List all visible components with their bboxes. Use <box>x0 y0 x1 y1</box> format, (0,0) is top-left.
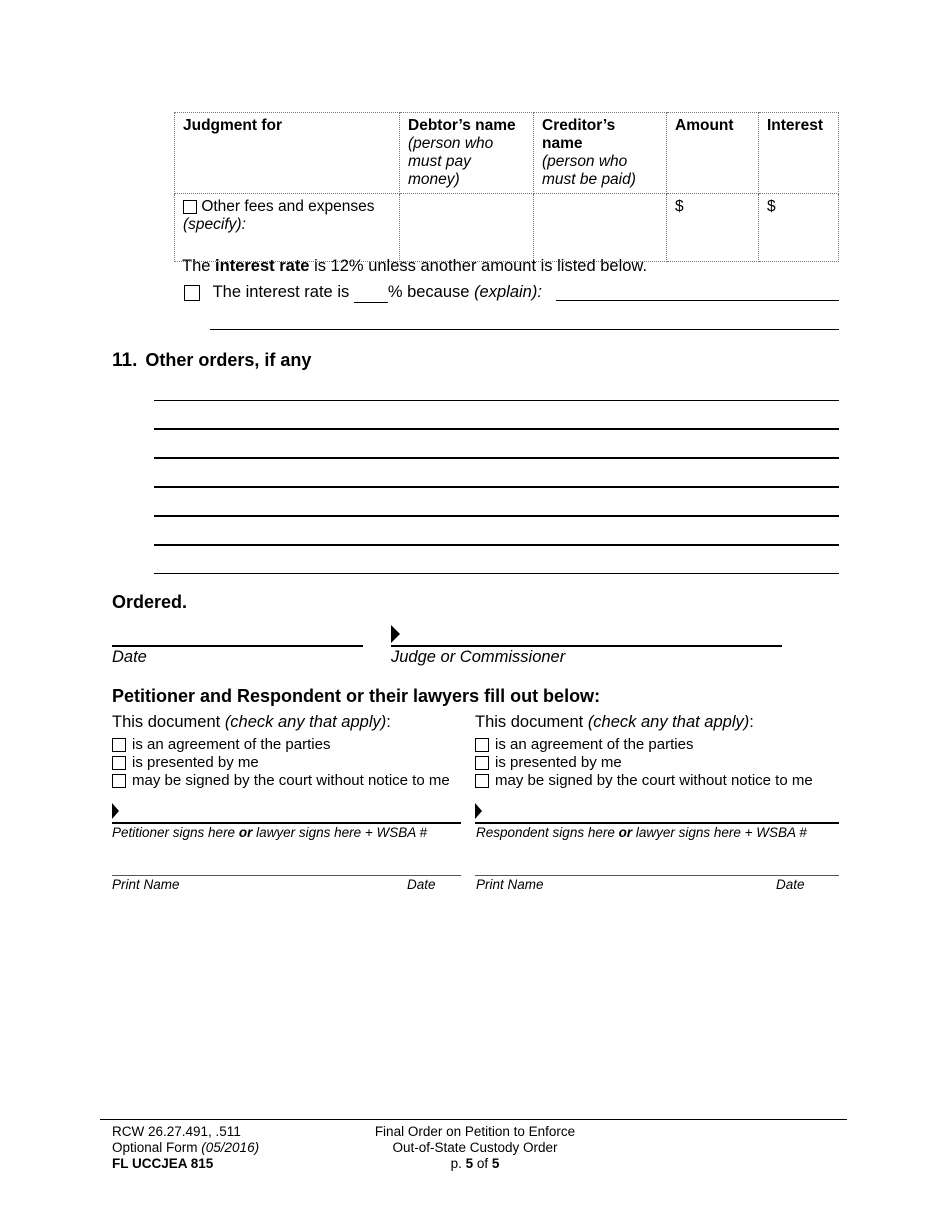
sign-arrow-icon <box>391 625 400 643</box>
petitioner-signature-line[interactable] <box>112 822 461 824</box>
footer-rcw: RCW 26.27.491, .511 <box>112 1124 241 1139</box>
header-judgment-for: Judgment for <box>175 113 400 194</box>
header-debtor: Debtor’s name (person who must pay money) <box>400 113 534 194</box>
petitioner-doc-lead: This document (check any that apply): <box>112 713 391 731</box>
footer-title-1: Final Order on Petition to Enforce <box>374 1124 576 1139</box>
other-orders-line[interactable] <box>154 573 839 574</box>
footer-left <box>112 1124 259 1172</box>
footer-optional: Optional Form (05/2016) <box>112 1140 260 1155</box>
date-label: Date <box>112 648 147 666</box>
respondent-print-name-label: Print Name <box>476 877 544 892</box>
checkbox[interactable] <box>475 756 489 770</box>
table-row <box>175 194 839 262</box>
cell-amount-input[interactable]: $ <box>667 194 759 262</box>
cell-creditor-input[interactable] <box>534 194 667 262</box>
cell-debtor-input[interactable] <box>400 194 534 262</box>
sign-arrow-icon <box>475 803 482 819</box>
petitioner-option-agreement[interactable]: is an agreement of the parties <box>112 736 330 753</box>
other-fees-checkbox[interactable] <box>183 200 197 214</box>
petitioner-print-name-label: Print Name <box>112 877 180 892</box>
other-orders-line[interactable] <box>154 544 839 546</box>
other-orders-line[interactable] <box>154 400 839 401</box>
checkbox[interactable] <box>112 738 126 752</box>
respondent-signature-line[interactable] <box>475 822 839 824</box>
interest-rate-input[interactable] <box>354 283 388 303</box>
cell-interest-input[interactable]: $ <box>759 194 839 262</box>
judgment-table <box>174 112 839 262</box>
other-orders-line[interactable] <box>154 486 839 488</box>
header-amount: Amount <box>667 113 759 194</box>
footer-form-id: FL UCCJEA 815 <box>112 1156 214 1171</box>
petitioner-signature-label: Petitioner signs here or lawyer signs here + WSBA # <box>112 825 428 840</box>
parties-heading: Petitioner and Respondent or their lawyers fill out below: <box>112 686 601 706</box>
interest-rate-checkbox[interactable] <box>184 285 200 301</box>
petitioner-option-no-notice[interactable]: may be signed by the court without notice to me <box>112 772 450 789</box>
judge-label: Judge or Commissioner <box>391 648 566 666</box>
cell-other-fees: Other fees and expenses (specify): <box>175 194 400 262</box>
footer-rule <box>100 1119 847 1120</box>
respondent-option-agreement[interactable]: is an agreement of the parties <box>475 736 693 753</box>
explain-line-1[interactable] <box>556 300 839 301</box>
footer-title-2: Out-of-State Custody Order <box>392 1140 558 1155</box>
judge-signature-line[interactable] <box>391 645 782 647</box>
table-header-row <box>175 113 839 194</box>
footer-center <box>355 1124 595 1172</box>
ordered-heading: Ordered. <box>112 592 188 612</box>
section-11-heading: 11. Other orders, if any <box>112 350 312 371</box>
other-orders-line[interactable] <box>154 515 839 517</box>
checkbox[interactable] <box>475 738 489 752</box>
respondent-doc-lead: This document (check any that apply): <box>475 713 754 731</box>
checkbox[interactable] <box>112 756 126 770</box>
petitioner-date-label: Date <box>407 877 436 892</box>
checkbox[interactable] <box>475 774 489 788</box>
header-interest: Interest <box>759 113 839 194</box>
header-creditor: Creditor’s name (person who must be paid) <box>534 113 667 194</box>
checkbox[interactable] <box>112 774 126 788</box>
respondent-print-name-line[interactable] <box>475 875 839 876</box>
order-date-line[interactable] <box>112 645 363 647</box>
respondent-signature-label: Respondent signs here or lawyer signs here + WSBA # <box>476 825 807 840</box>
respondent-date-label: Date <box>776 877 805 892</box>
interest-rate-option: The interest rate is % because (explain): <box>184 283 542 303</box>
sign-arrow-icon <box>112 803 119 819</box>
petitioner-option-presented[interactable]: is presented by me <box>112 754 259 771</box>
interest-rate-statement: The interest rate is 12% unless another amount is listed below. <box>182 257 648 275</box>
respondent-option-presented[interactable]: is presented by me <box>475 754 622 771</box>
petitioner-print-name-line[interactable] <box>112 875 461 876</box>
footer-page: p. 5 of 5 <box>450 1156 500 1171</box>
other-orders-line[interactable] <box>154 457 839 459</box>
other-orders-line[interactable] <box>154 428 839 430</box>
respondent-option-no-notice[interactable]: may be signed by the court without notice to me <box>475 772 813 789</box>
explain-line-2[interactable] <box>210 329 839 330</box>
